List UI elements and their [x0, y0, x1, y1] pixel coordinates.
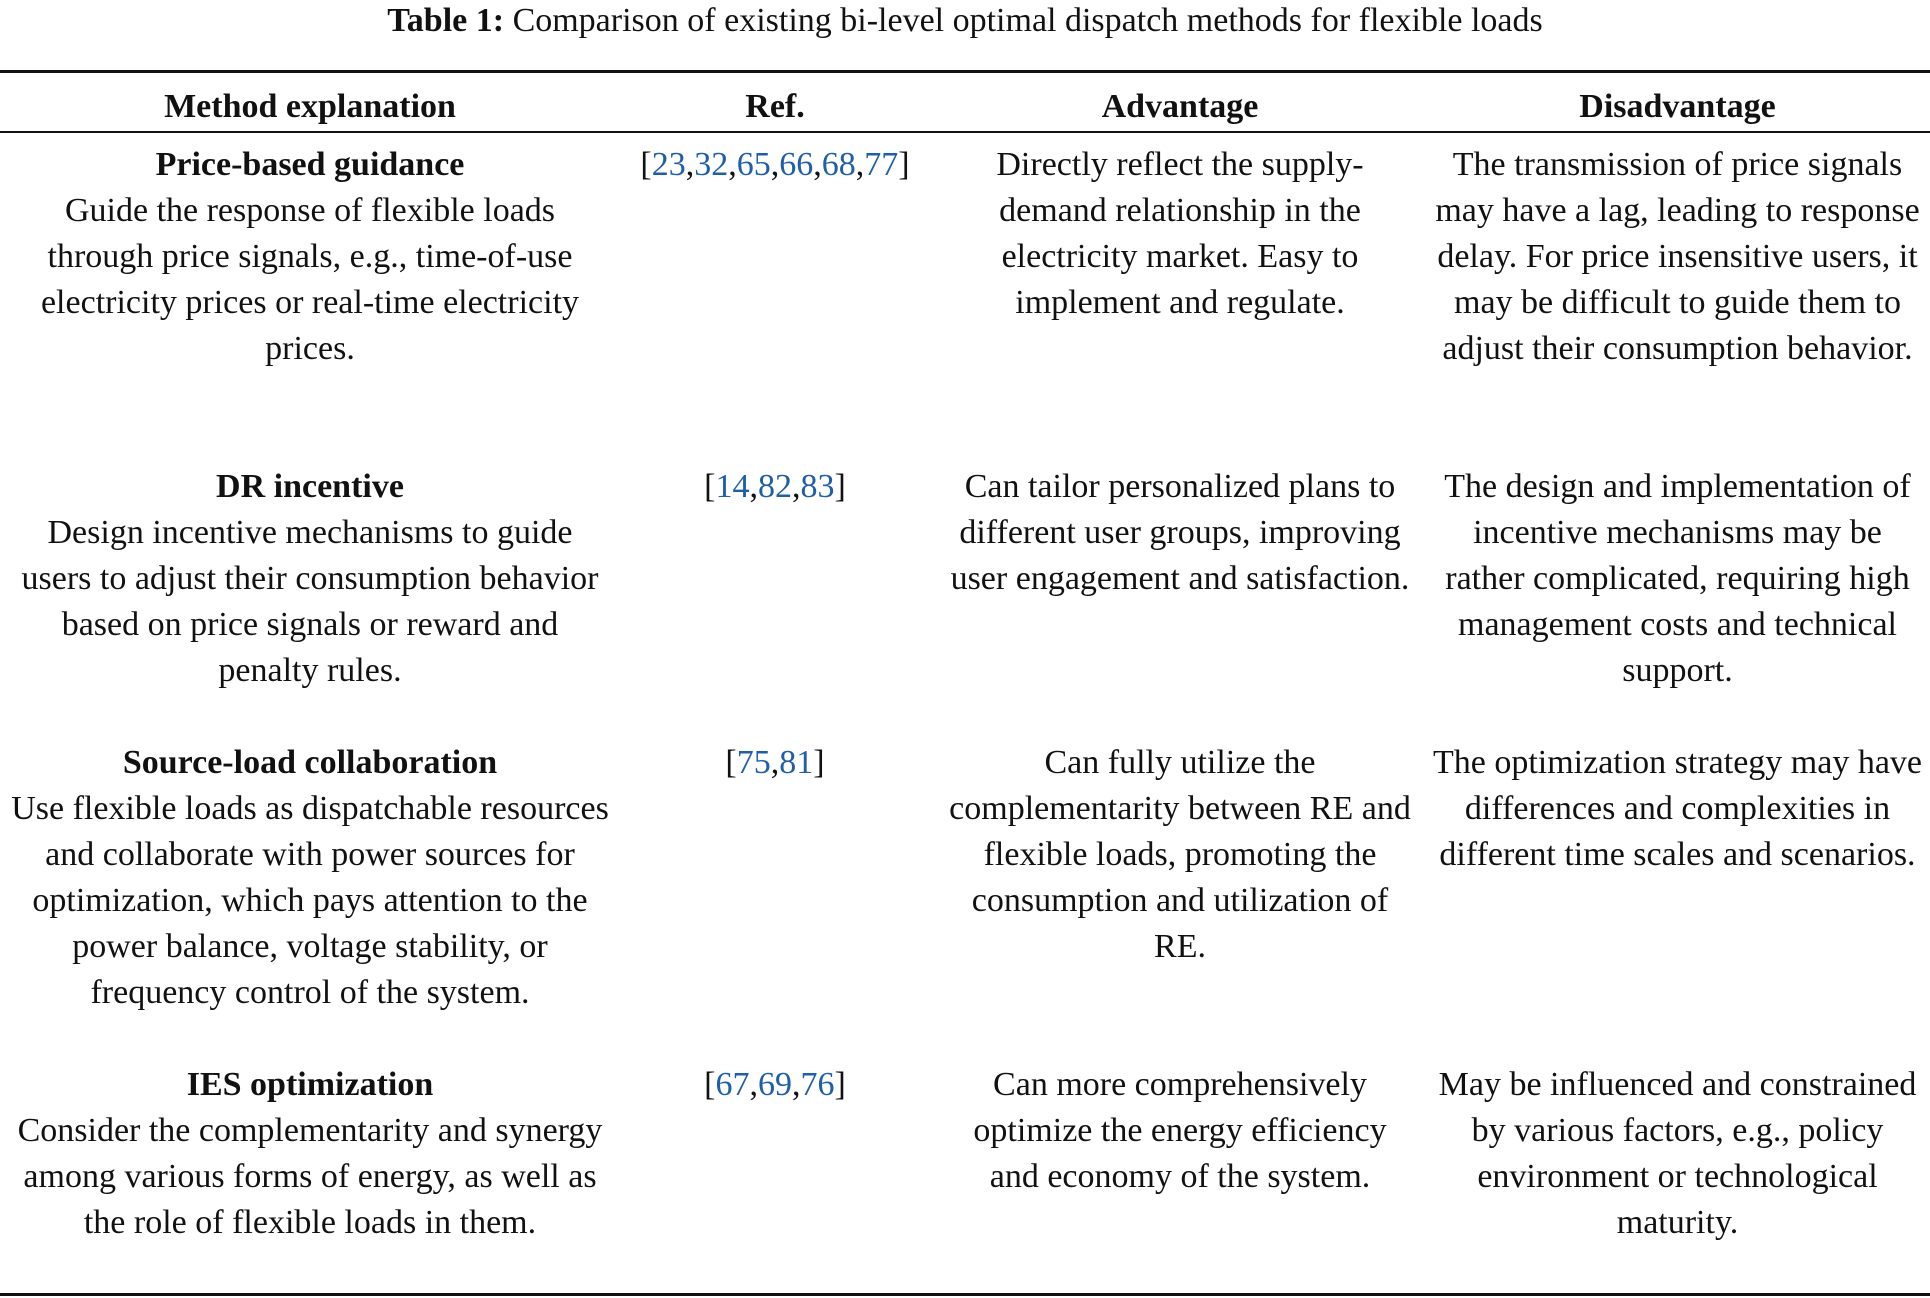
table-header-rule: [0, 131, 1930, 133]
row-3-explanation: Use flexible loads as dispatchable resources and collaborate with power sources for optimization, which pays attention to the power balance, voltage stability, or frequency control of the system.: [11, 790, 609, 1011]
citation-link[interactable]: 83: [800, 468, 835, 505]
citation-link[interactable]: 69: [758, 1066, 792, 1103]
citation-link[interactable]: 77: [864, 146, 899, 183]
row-3-method: [10, 740, 610, 1016]
citation-link[interactable]: 68: [821, 146, 856, 183]
row-1-refs: [23,32,65,66,68,77]: [640, 146, 910, 183]
citation-link[interactable]: 67: [715, 1066, 750, 1103]
row-1-advantage: Directly reflect the supply-demand relationship in the electricity market. Easy to implement and regulate.: [996, 146, 1364, 321]
row-2-explanation: Design incentive mechanisms to guide users to adjust their consumption behavior based on price signals or reward and penalty rules.: [21, 514, 599, 689]
header-disadvantage: Disadvantage: [1579, 88, 1776, 125]
row-1-explanation: Guide the response of flexible loads through price signals, e.g., time-of-use electricity prices or real-time electricity prices.: [40, 192, 580, 367]
citation-link[interactable]: 23: [651, 146, 686, 183]
table-top-rule: [0, 70, 1930, 73]
citation-link[interactable]: 81: [779, 744, 814, 781]
caption-text: Comparison of existing bi-level optimal dispatch methods for flexible loads: [504, 2, 1543, 39]
row-1-disadvantage: The transmission of price signals may have a lag, leading to response delay. For price insensitive users, it may be difficult to guide them to adjust their consumption behavior.: [1435, 146, 1920, 367]
citation-link[interactable]: 82: [758, 468, 792, 505]
row-1-method: [10, 142, 610, 372]
row-3-advantage: Can fully utilize the complementarity between RE and flexible loads, promoting the consumption and utilization of RE.: [949, 744, 1411, 965]
row-1-title: Price-based guidance: [155, 146, 465, 183]
row-2-refs: [14,82,83]: [704, 468, 846, 505]
row-3-refs: [75,81]: [725, 744, 825, 781]
row-2-title: DR incentive: [216, 468, 404, 505]
row-4-title: IES optimization: [186, 1066, 434, 1103]
row-3-disadvantage: The optimization strategy may have differences and complexities in different time scales and scenarios.: [1432, 744, 1923, 873]
header-method-explanation: Method explanation: [164, 88, 456, 125]
citation-link[interactable]: 32: [694, 146, 729, 183]
header-advantage: Advantage: [1101, 88, 1259, 125]
table-bottom-rule: [0, 1293, 1930, 1296]
caption-label: Table 1:: [387, 2, 505, 39]
citation-link[interactable]: 14: [715, 468, 750, 505]
row-2-advantage: Can tailor personalized plans to different user groups, improving user engagement and satisfaction.: [950, 468, 1410, 597]
row-4-explanation: Consider the complementarity and synergy among various forms of energy, as well as the role of flexible loads in them.: [17, 1112, 603, 1241]
row-4-advantage: Can more comprehensively optimize the energy efficiency and economy of the system.: [973, 1066, 1387, 1195]
row-2-method: [10, 464, 610, 694]
row-3-title: Source-load collaboration: [122, 744, 498, 781]
citation-link[interactable]: 66: [779, 146, 814, 183]
row-4-refs: [67,69,76]: [704, 1066, 846, 1103]
citation-link[interactable]: 75: [736, 744, 771, 781]
citation-link[interactable]: 65: [736, 146, 771, 183]
header-ref: Ref.: [745, 88, 805, 125]
citation-link[interactable]: 76: [800, 1066, 835, 1103]
table-caption: [0, 0, 1930, 42]
row-4-method: [10, 1062, 610, 1246]
row-4-disadvantage: May be influenced and constrained by various factors, e.g., policy environment or technological maturity.: [1438, 1066, 1917, 1241]
row-2-disadvantage: The design and implementation of incentive mechanisms may be rather complicated, requiring high management costs and technical support.: [1444, 468, 1911, 689]
